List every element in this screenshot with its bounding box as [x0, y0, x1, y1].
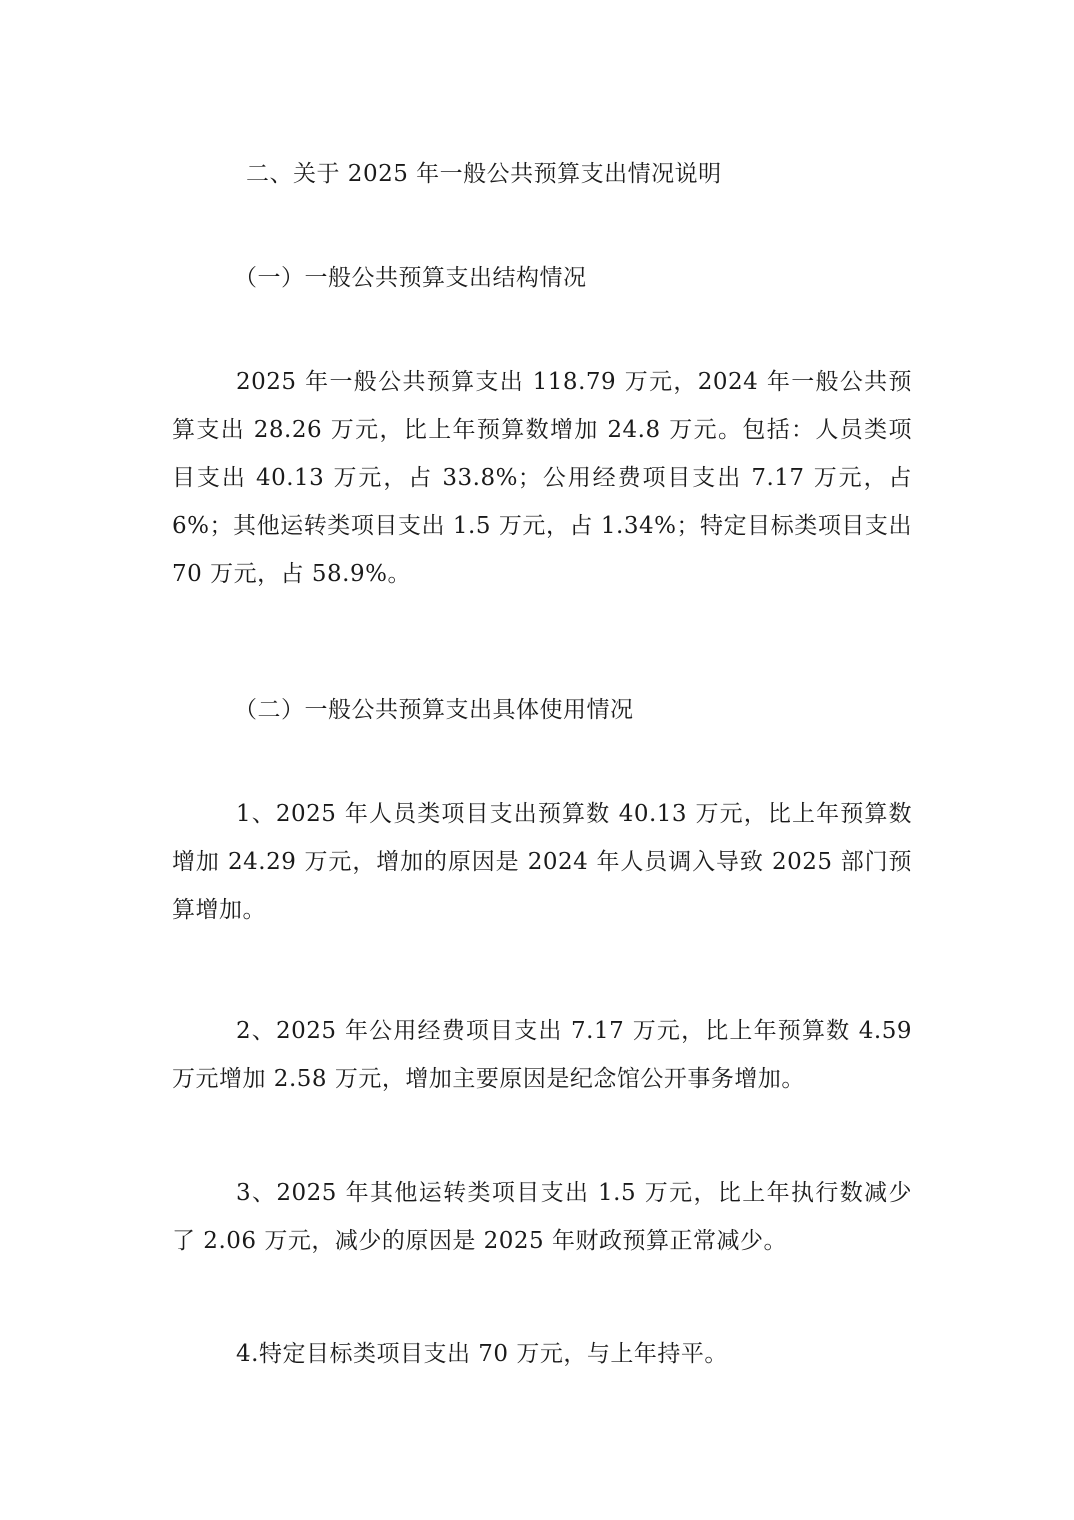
usage-item-3: 3、2025 年其他运转类项目支出 1.5 万元，比上年执行数减少了 2.06 万元，减少的原因是 2025 年财政预算正常减少。 — [172, 1180, 912, 1254]
subsection-heading-usage: （二）一般公共预算支出具体使用情况 — [234, 697, 634, 723]
structure-paragraph: 2025 年一般公共预算支出 118.79 万元，2024 年一般公共预算支出 28.26 万元，比上年预算数增加 24.8 万元。包括：人员类项目支出 40.13 万元，占 33.8%；公用经费项目支出 7.17 万元，占 6%；其他运转类项目支出 1.5 万元，占 1.34%；特定目标类项目支出 70 万元，占 58.9%。 — [172, 369, 912, 587]
section-title: 二、关于 2025 年一般公共预算支出情况说明 — [246, 161, 722, 187]
usage-item-2: 2、2025 年公用经费项目支出 7.17 万元，比上年预算数 4.59 万元增加 2.58 万元，增加主要原因是纪念馆公开事务增加。 — [172, 1018, 912, 1092]
subsection-heading-structure: （一）一般公共预算支出结构情况 — [234, 265, 587, 291]
usage-item-1: 1、2025 年人员类项目支出预算数 40.13 万元，比上年预算数增加 24.29 万元，增加的原因是 2024 年人员调入导致 2025 部门预算增加。 — [172, 801, 912, 923]
usage-item-4: 4.特定目标类项目支出 70 万元，与上年持平。 — [236, 1341, 728, 1367]
